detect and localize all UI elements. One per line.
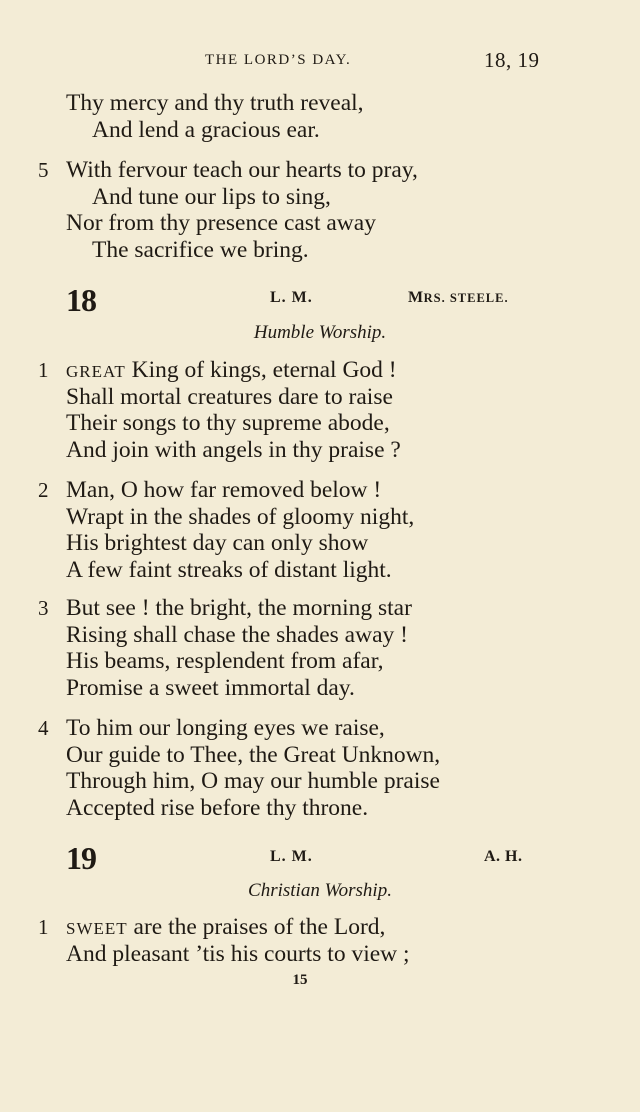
- verse-number: 2: [38, 478, 49, 502]
- first-word-caps: SWEET: [66, 919, 128, 938]
- verse-line: And pleasant ’tis his courts to view ;: [66, 941, 410, 967]
- verse-line: But see ! the bright, the morning star: [66, 595, 412, 621]
- hymn-subtitle: Humble Worship.: [253, 322, 387, 343]
- verse-line: And tune our lips to sing,: [92, 184, 331, 210]
- verse-line: Their songs to thy supreme abode,: [66, 410, 390, 436]
- verse-line: A few faint streaks of distant light.: [66, 557, 392, 583]
- verse-line: Through him, O may our humble praise: [66, 768, 440, 794]
- hymn-number: 18: [66, 282, 96, 318]
- author-rest: RS. STEELE.: [423, 291, 509, 305]
- verse-line: Shall mortal creatures dare to raise: [66, 384, 393, 410]
- verse-line-rest: are the praises of the Lord,: [127, 914, 386, 940]
- running-header: [0, 48, 640, 74]
- verse-number: 3: [38, 596, 49, 620]
- running-title: THE LORD’S DAY.: [205, 52, 352, 68]
- verse-number: 1: [38, 358, 49, 382]
- verse-line: Accepted rise before thy throne.: [66, 795, 369, 821]
- verse-number: 5: [38, 158, 49, 182]
- verse-number: 4: [38, 716, 49, 740]
- verse-line: The sacrifice we bring.: [92, 237, 309, 263]
- verse-number: 1: [38, 915, 49, 939]
- first-word-caps: GREAT: [66, 362, 126, 381]
- verse-line: [66, 357, 397, 385]
- page-number: 15: [292, 972, 308, 988]
- verse-line: Promise a sweet immortal day.: [66, 675, 355, 701]
- verse-line: And lend a gracious ear.: [92, 117, 320, 143]
- verse-line: Thy mercy and thy truth reveal,: [66, 90, 364, 116]
- hymn-meter: L. M.: [270, 848, 313, 865]
- verse-line: Rising shall chase the shades away !: [66, 622, 408, 648]
- author-initial: M: [408, 289, 424, 306]
- verse-line: Wrapt in the shades of gloomy night,: [66, 504, 415, 530]
- hymn-range: 18, 19: [484, 48, 540, 72]
- verse-line: His brightest day can only show: [66, 530, 369, 556]
- verse-line: Nor from thy presence cast away: [66, 210, 376, 236]
- verse-line: To him our longing eyes we raise,: [66, 715, 385, 741]
- verse-line: Our guide to Thee, the Great Unknown,: [66, 742, 441, 768]
- verse-line: His beams, resplendent from afar,: [66, 648, 384, 674]
- verse-line-rest: King of kings, eternal God !: [125, 357, 397, 383]
- verse-line: Man, O how far removed below !: [66, 477, 382, 503]
- verse-line: And join with angels in thy praise ?: [66, 437, 401, 463]
- verse-line: [66, 914, 385, 942]
- hymn-number: 19: [66, 840, 96, 876]
- verse-line: With fervour teach our hearts to pray,: [66, 157, 418, 183]
- hymn-subtitle: Christian Worship.: [248, 880, 392, 901]
- hymn-meter: L. M.: [270, 289, 313, 306]
- hymn-author: A. H.: [484, 848, 523, 865]
- hymn-author: [408, 288, 509, 308]
